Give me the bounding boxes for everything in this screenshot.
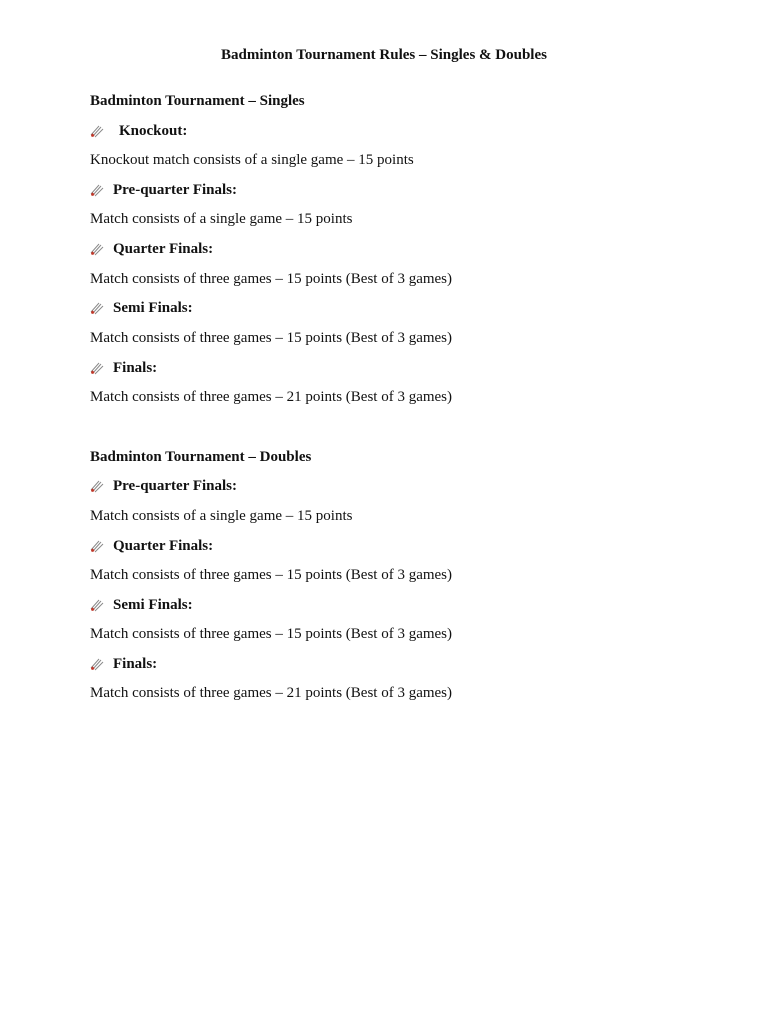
list-item-singles-knockout [90, 121, 187, 141]
shuttlecock-icon [90, 361, 104, 375]
list-item-doubles-quarter [90, 536, 213, 556]
item-label: Semi Finals: [113, 597, 193, 613]
list-item-singles-pre-quarter [90, 180, 237, 200]
list-item-doubles-semi [90, 595, 193, 615]
list-item-doubles-finals [90, 654, 157, 674]
shuttlecock-icon [90, 124, 104, 138]
item-description: Match consists of a single game – 15 points [90, 211, 353, 227]
item-label: Knockout: [119, 123, 188, 139]
shuttlecock-icon [90, 479, 104, 493]
item-description: Match consists of three games – 15 points (Best of 3 games) [90, 330, 453, 346]
list-item-doubles-pre-quarter [90, 476, 237, 496]
list-item-singles-finals [90, 358, 157, 378]
item-label: Semi Finals: [113, 300, 193, 316]
list-item-singles-quarter [90, 239, 213, 259]
item-description: Match consists of three games – 15 points (Best of 3 games) [90, 271, 453, 287]
item-description: Match consists of three games – 21 points (Best of 3 games) [90, 389, 453, 405]
section-heading-singles: Badminton Tournament – Singles [90, 93, 305, 109]
shuttlecock-icon [90, 183, 104, 197]
item-label: Pre-quarter Finals: [113, 478, 238, 494]
item-label: Finals: [113, 360, 158, 376]
item-label: Finals: [113, 656, 158, 672]
section-heading-doubles: Badminton Tournament – Doubles [90, 449, 312, 465]
shuttlecock-icon [90, 539, 104, 553]
item-label: Quarter Finals: [113, 538, 214, 554]
item-description: Match consists of three games – 21 points (Best of 3 games) [90, 685, 453, 701]
item-description: Match consists of three games – 15 points (Best of 3 games) [90, 567, 453, 583]
shuttlecock-icon [90, 598, 104, 612]
shuttlecock-icon [90, 657, 104, 671]
shuttlecock-icon [90, 301, 104, 315]
list-item-singles-semi [90, 298, 193, 318]
item-description: Match consists of three games – 15 points (Best of 3 games) [90, 626, 453, 642]
item-description: Match consists of a single game – 15 points [90, 508, 353, 524]
page-title: Badminton Tournament Rules – Singles & Doubles [221, 47, 547, 63]
item-label: Pre-quarter Finals: [113, 182, 238, 198]
item-description: Knockout match consists of a single game – 15 points [90, 152, 414, 168]
item-label: Quarter Finals: [113, 241, 214, 257]
shuttlecock-icon [90, 242, 104, 256]
